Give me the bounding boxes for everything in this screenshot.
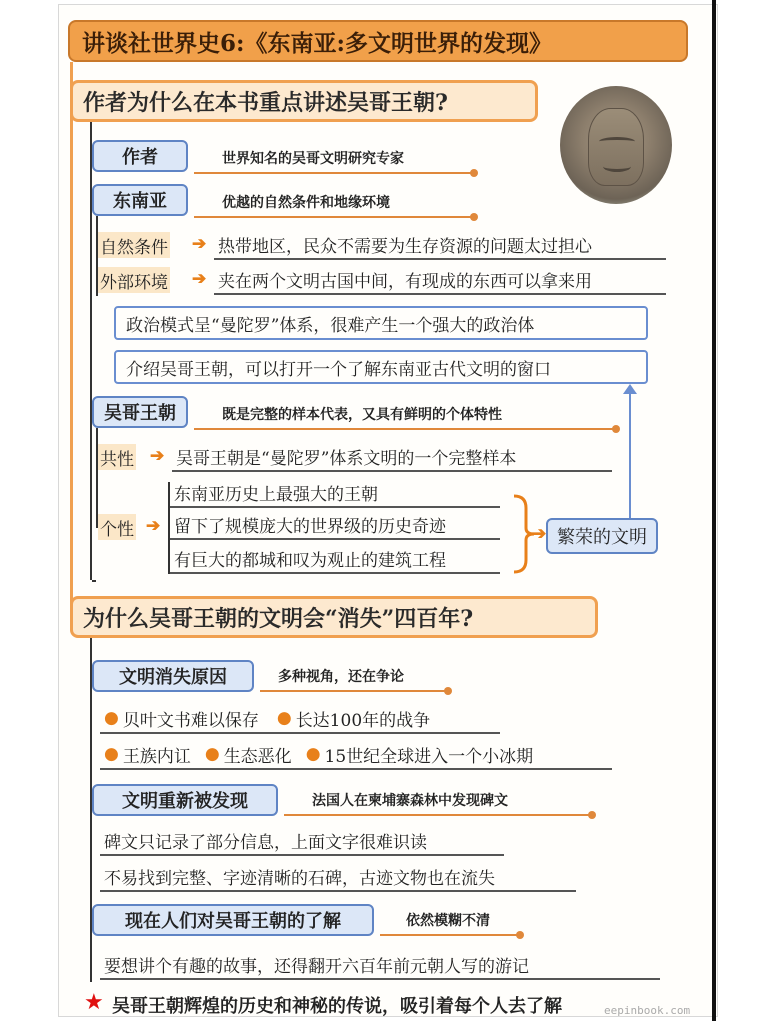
angkor-face-photo bbox=[560, 86, 672, 204]
bullet-icon: ● bbox=[104, 708, 119, 728]
author-label: 作者 bbox=[92, 140, 188, 172]
bullet-icon: ● bbox=[104, 744, 119, 764]
rediscovered-note-line bbox=[284, 814, 592, 816]
prosperous-civilization-box: 繁荣的文明 bbox=[546, 518, 658, 554]
causes-note: 多种视角，还在争论 bbox=[278, 669, 404, 685]
nature-tag: 自然条件 bbox=[98, 232, 170, 258]
rediscovered-row-1: 碑文只记录了部分信息，上面文字很难识读 bbox=[100, 826, 504, 856]
back-arrow-line bbox=[629, 392, 631, 518]
rediscovered-label: 文明重新被发现 bbox=[92, 784, 278, 816]
up-arrow-icon bbox=[623, 384, 637, 394]
page-title: 讲谈社世界史6:《东南亚:多文明世界的发现》 bbox=[68, 20, 688, 62]
external-text: 夹在两个文明古国中间，有现成的东西可以拿来用 bbox=[214, 265, 666, 295]
cause-2: 长达100年的战争 bbox=[295, 710, 431, 731]
now-note-line bbox=[380, 934, 520, 936]
cause-4: 生态恶化 bbox=[223, 746, 292, 767]
now-row: 要想讲个有趣的故事，还得翻开六百年前元朝人写的游记 bbox=[100, 950, 660, 980]
individual-item-2: 留下了规模庞大的世界级的历史奇迹 bbox=[170, 510, 500, 540]
bullet-icon: ● bbox=[276, 708, 292, 728]
arrow-right-icon: ➔ bbox=[146, 516, 161, 536]
angkor-note-line bbox=[194, 428, 616, 430]
now-label: 现在人们对吴哥王朝的了解 bbox=[92, 904, 374, 936]
angkor-connector bbox=[92, 580, 96, 582]
star-icon: ★ bbox=[84, 990, 104, 1015]
individual-item-3: 有巨大的都城和叹为观止的建筑工程 bbox=[170, 544, 500, 574]
tree-line-3 bbox=[96, 428, 98, 528]
bullet-icon: ● bbox=[305, 744, 321, 764]
bayon-face-icon bbox=[588, 108, 644, 186]
rediscovered-note: 法国人在柬埔寨森林中发现碑文 bbox=[312, 793, 508, 809]
now-note: 依然模糊不清 bbox=[406, 913, 490, 929]
author-note-line bbox=[194, 172, 474, 174]
cause-1: 贝叶文书难以保存 bbox=[122, 710, 259, 731]
southeast-asia-note-line bbox=[194, 216, 474, 218]
question-2: 为什么吴哥王朝的文明会“消失”四百年? bbox=[70, 596, 598, 638]
footer-text: 吴哥王朝辉煌的历史和神秘的传说，吸引着每个人去了解 bbox=[112, 996, 562, 1017]
nature-text: 热带地区，民众不需要为生存资源的问题太过担心 bbox=[214, 230, 666, 260]
window-box: 介绍吴哥王朝，可以打开一个了解东南亚古代文明的窗口 bbox=[114, 350, 648, 384]
arrow-right-icon: ➔ bbox=[192, 234, 207, 254]
angkor-label: 吴哥王朝 bbox=[92, 396, 188, 428]
rediscovered-row-2: 不易找到完整、字迹清晰的石碑，古迹文物也在流失 bbox=[100, 862, 576, 892]
common-text: 吴哥王朝是“曼陀罗”体系文明的一个完整样本 bbox=[172, 442, 612, 472]
causes-label: 文明消失原因 bbox=[92, 660, 254, 692]
politics-box: 政治模式呈“曼陀罗”体系，很难产生一个强大的政治体 bbox=[114, 306, 648, 340]
arrow-right-icon: ➔ bbox=[532, 524, 547, 544]
causes-row-1 bbox=[100, 704, 500, 734]
common-tag: 共性 bbox=[98, 444, 136, 470]
right-edge-border bbox=[712, 0, 716, 1021]
southeast-asia-label: 东南亚 bbox=[92, 184, 188, 216]
angkor-note: 既是完整的样本代表，又具有鲜明的个体特性 bbox=[222, 407, 502, 423]
individual-tag: 个性 bbox=[98, 514, 136, 540]
trunk-line bbox=[70, 62, 73, 627]
causes-row-2 bbox=[100, 740, 612, 770]
arrow-right-icon: ➔ bbox=[192, 269, 207, 289]
watermark: eepinbook.com bbox=[604, 1004, 691, 1017]
external-tag: 外部环境 bbox=[98, 267, 170, 293]
arrow-right-icon: ➔ bbox=[150, 446, 165, 466]
southeast-asia-note: 优越的自然条件和地缘环境 bbox=[222, 195, 390, 211]
question-1: 作者为什么在本书重点讲述吴哥王朝? bbox=[70, 80, 538, 122]
author-note: 世界知名的吴哥文明研究专家 bbox=[222, 151, 404, 167]
individual-item-1: 东南亚历史上最强大的王朝 bbox=[170, 478, 500, 508]
cause-5: 15世纪全球进入一个小冰期 bbox=[324, 746, 534, 767]
bullet-icon: ● bbox=[204, 744, 220, 764]
causes-note-line bbox=[260, 690, 448, 692]
cause-3: 王族内讧 bbox=[122, 746, 191, 767]
